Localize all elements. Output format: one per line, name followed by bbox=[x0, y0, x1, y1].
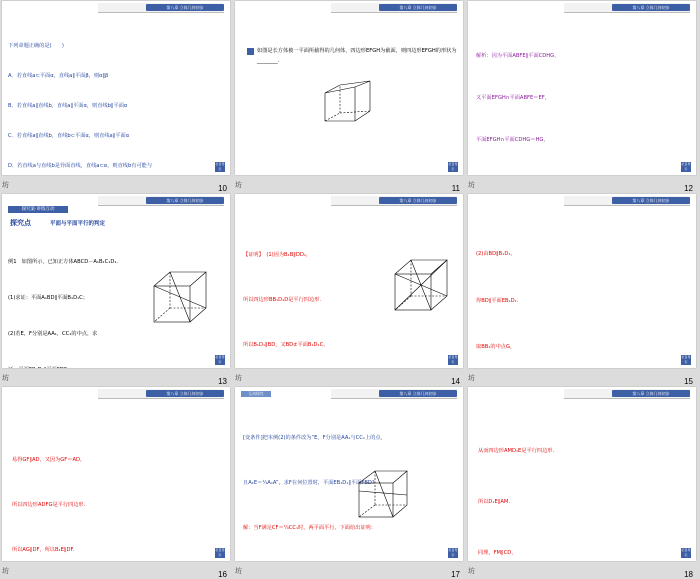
nav-corner-icon[interactable]: 栏目导引 bbox=[681, 548, 691, 557]
chapter-header: 第八章 立体几何初步 bbox=[146, 197, 224, 204]
topic-title: 平面与平面平行的判定 bbox=[50, 221, 106, 227]
nav-corner-icon[interactable]: 栏目导引 bbox=[448, 548, 458, 557]
line: 【证明】 (1)因为B₁B∥DD₁， bbox=[243, 252, 312, 258]
nav-corner-icon[interactable]: 栏目导引 bbox=[215, 162, 225, 171]
chapter-header: 第八章 立体几何初步 bbox=[379, 197, 457, 204]
slide-frame bbox=[235, 1, 463, 175]
line bbox=[8, 364, 223, 368]
chapter-header: 第八章 立体几何初步 bbox=[146, 390, 224, 397]
question-text bbox=[8, 21, 223, 175]
proof-text bbox=[243, 218, 393, 368]
figure-cuboid bbox=[315, 73, 385, 133]
question-number-icon bbox=[247, 48, 254, 55]
page-number: 17 bbox=[451, 570, 460, 579]
nav-corner-icon[interactable]: 栏目导引 bbox=[215, 548, 225, 557]
slide-17[interactable] bbox=[233, 386, 466, 578]
figure-cube bbox=[150, 266, 212, 328]
slide-frame bbox=[235, 387, 463, 561]
slide-frame bbox=[2, 387, 230, 561]
line: 所以B₁D₁∥BD，又BD⊄平面B₁D₁C， bbox=[243, 342, 329, 348]
slide-10[interactable] bbox=[0, 0, 233, 192]
line: 解析：因为平面ABFE∥平面CDHG， bbox=[476, 53, 560, 59]
page-number: 10 bbox=[218, 184, 227, 193]
chapter-header: 第八章 立体几何初步 bbox=[612, 197, 690, 204]
figure-cube bbox=[355, 465, 413, 523]
footer-mark: 坊 bbox=[235, 181, 242, 189]
line: A．若直线a⊂平面α，直线a∥平面β，则α∥β bbox=[8, 73, 109, 79]
nav-corner-icon[interactable]: 栏目导引 bbox=[448, 162, 458, 171]
slide-16[interactable] bbox=[0, 386, 233, 578]
slide-frame bbox=[468, 387, 696, 561]
chapter-header: 第八章 立体几何初步 bbox=[612, 4, 690, 11]
slide-15[interactable] bbox=[466, 193, 699, 385]
slide-frame bbox=[468, 194, 696, 368]
chapter-header: 第八章 立体几何初步 bbox=[146, 4, 224, 11]
line: 所以四边形BB₁D₁D是平行四边形. bbox=[243, 297, 321, 303]
slide-18[interactable] bbox=[466, 386, 699, 578]
footer-mark: 坊 bbox=[468, 567, 475, 575]
line: (2)若E，F分别是AA₁，CC₁的中点，求 bbox=[8, 331, 98, 337]
variant-text bbox=[243, 401, 457, 561]
footer-mark: 坊 bbox=[468, 181, 475, 189]
line: (1)求证：平面A₁BD∥平面B₁D₁C； bbox=[8, 295, 88, 301]
line: C．若直线a∥直线b，直线b⊂平面α，则直线a∥平面α bbox=[8, 133, 130, 139]
slide-frame bbox=[2, 194, 230, 368]
slide-11[interactable] bbox=[233, 0, 466, 192]
line: 且A₁E＝¼A₁A”，求F在何位置时，平面EB₁D₁∥平面FBD? bbox=[243, 480, 375, 486]
line: 取BB₁的中点G， bbox=[476, 344, 516, 350]
line: 下列命题正确的是( ) bbox=[8, 43, 64, 49]
line: 所以四边形ADFG是平行四边形. bbox=[12, 502, 86, 508]
page-number: 18 bbox=[684, 570, 693, 579]
solution-text bbox=[476, 21, 688, 175]
footer-mark: 坊 bbox=[235, 567, 242, 575]
line: (2)由BD∥B₁D₁， bbox=[476, 251, 516, 257]
line: 同理，FM∥CD， bbox=[478, 550, 517, 556]
footer-mark: 坊 bbox=[2, 374, 9, 382]
footer-mark: 坊 bbox=[2, 181, 9, 189]
nav-corner-icon[interactable]: 栏目导引 bbox=[448, 355, 458, 364]
line: 从而四边形AMD₁E是平行四边形. bbox=[478, 448, 555, 454]
line: D．若直线a与直线b是异面直线，直线a⊂α，则直线b有可能与 bbox=[8, 163, 153, 169]
line: [变条件]把本例(2)的条件改为“E，F分别是AA₁与CC₁上的点， bbox=[243, 435, 386, 441]
chapter-header: 第八章 立体几何初步 bbox=[379, 390, 457, 397]
proof-text bbox=[12, 423, 224, 561]
page-number: 16 bbox=[218, 570, 227, 579]
line: 易得GF∥AD，又因为GF＝AD， bbox=[12, 457, 86, 463]
line: 所以AG∥DF，所以B₁E∥DF. bbox=[12, 547, 75, 553]
slide-frame bbox=[468, 1, 696, 175]
chapter-header: 第八章 立体几何初步 bbox=[379, 4, 457, 11]
section-banner: 探究案·讲练互动 bbox=[8, 206, 68, 213]
slide-12[interactable] bbox=[466, 0, 699, 192]
page-number: 12 bbox=[684, 184, 693, 193]
page-number: 11 bbox=[451, 184, 460, 193]
footer-mark: 坊 bbox=[235, 374, 242, 382]
line: 又平面EFGH∩平面ABFE＝EF， bbox=[476, 95, 550, 101]
nav-corner-icon[interactable]: 栏目导引 bbox=[681, 162, 691, 171]
line: 解：当F满足CF＝¼CC₁时，两平面平行，下面给出证明： bbox=[243, 525, 376, 531]
slide-frame bbox=[235, 194, 463, 368]
line: 所以D₁E∥AM. bbox=[478, 499, 510, 505]
line: B．若直线a∥直线b，直线a∥平面α，则直线b∥平面α bbox=[8, 103, 128, 109]
line: 得BD∥平面EB₁D₁. bbox=[476, 297, 519, 304]
line: 例1 如图所示，已知正方体ABCD－A₁B₁C₁D₁. bbox=[8, 259, 119, 265]
nav-corner-icon[interactable]: 栏目导引 bbox=[681, 355, 691, 364]
nav-corner-icon[interactable]: 栏目导引 bbox=[215, 355, 225, 364]
slide-frame bbox=[2, 1, 230, 175]
topic-label: 探究点 bbox=[10, 219, 31, 227]
chapter-header: 第八章 立体几何初步 bbox=[612, 390, 690, 397]
question-text: 如图是长方体被一平面所截得的几何体，四边形EFGH为截面，则四边形EFGH的形状为________. bbox=[257, 48, 457, 64]
section-tag: 互动探究 bbox=[241, 391, 271, 397]
slide-13[interactable] bbox=[0, 193, 233, 385]
page-number: 13 bbox=[218, 377, 227, 386]
slide-14[interactable] bbox=[233, 193, 466, 385]
page-number: 14 bbox=[451, 377, 460, 386]
proof-text bbox=[478, 409, 690, 561]
footer-mark: 坊 bbox=[2, 567, 9, 575]
footer-mark: 坊 bbox=[468, 374, 475, 382]
proof-text bbox=[476, 216, 688, 368]
line: 平面EFGH∩平面CDHG＝HG， bbox=[476, 137, 549, 143]
page-number: 15 bbox=[684, 377, 693, 386]
figure-cube bbox=[391, 254, 453, 316]
